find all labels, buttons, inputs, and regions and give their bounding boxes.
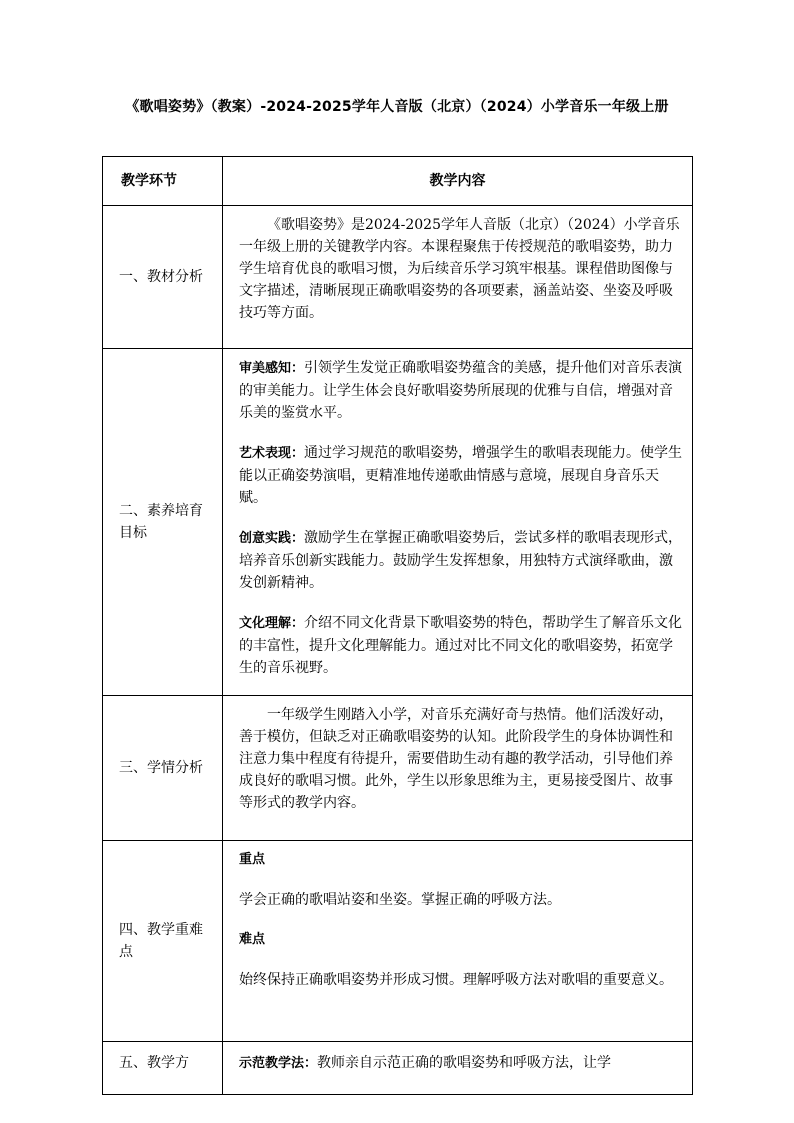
table-row — [103, 349, 693, 696]
document-title: 《歌唱姿势》（教案）-2024-2025学年人音版（北京）（2024）小学音乐一年级上册 — [125, 99, 669, 115]
header-content: 教学内容 — [223, 157, 693, 206]
method-item — [239, 1052, 684, 1075]
key-points-heading: 重点 — [239, 852, 266, 867]
row-label-learner-analysis: 三、学情分析 — [103, 696, 223, 841]
difficulties-text: 始终保持正确歌唱姿势并形成习惯。理解呼吸方法对歌唱的重要意义。 — [239, 972, 673, 988]
difficulties-heading: 难点 — [239, 932, 266, 947]
goal-text: 通过学习规范的歌唱姿势，增强学生的歌唱表现能力。使学生能以正确姿势演唱，更精准地传递歌曲情感与意境，展现自身音乐天赋。 — [239, 445, 683, 506]
goal-text: 激励学生在掌握正确歌唱姿势后，尝试多样的歌唱表现形式，培养音乐创新实践能力。鼓励学生发挥想象，用独特方式演绎歌曲，激发创新精神。 — [239, 530, 683, 591]
row-content-literacy-goals — [223, 349, 693, 696]
method-keyword: 示范教学法： — [239, 1056, 318, 1071]
table-row — [103, 696, 693, 841]
row-label-teaching-methods: 五、教学方 — [103, 1042, 223, 1095]
goal-text: 引领学生发觉正确歌唱姿势蕴含的美感，提升他们对音乐表演的审美能力。让学生体会良好歌唱姿势所展现的优雅与自信，增强对音乐美的鉴赏水平。 — [239, 360, 683, 421]
goal-item — [239, 357, 684, 424]
goal-keyword: 创意实践： — [239, 531, 305, 546]
goal-keyword: 文化理解： — [239, 616, 305, 631]
lesson-plan-table — [102, 156, 693, 1095]
header-section: 教学环节 — [103, 157, 223, 206]
row-content-key-difficulties — [223, 841, 693, 1042]
row-content-teaching-methods — [223, 1042, 693, 1095]
goal-item — [239, 612, 684, 679]
table-header-row — [103, 157, 693, 206]
row-label-literacy-goals: 二、素养培育目标 — [103, 349, 223, 696]
paragraph: 《歌唱姿势》是2024-2025学年人音版（北京）（2024）小学音乐一年级上册的关键教学内容。本课程聚焦于传授规范的歌唱姿势，助力学生培育优良的歌唱习惯，为后续音乐学习筑牢根基。课程借助图像与文字描述，清晰展现正确歌唱姿势的各项要素，涵盖站姿、坐姿及呼吸技巧等方面。 — [239, 217, 680, 321]
table-row — [103, 1042, 693, 1095]
goal-keyword: 审美感知： — [239, 361, 305, 376]
row-label-key-difficulties: 四、教学重难点 — [103, 841, 223, 1042]
goal-item — [239, 442, 684, 509]
row-label-textbook-analysis: 一、教材分析 — [103, 206, 223, 349]
key-points-text: 学会正确的歌唱站姿和坐姿。掌握正确的呼吸方法。 — [239, 892, 561, 908]
table-row — [103, 841, 693, 1042]
goal-text: 介绍不同文化背景下歌唱姿势的特色，帮助学生了解音乐文化的丰富性，提升文化理解能力。通过对比不同文化的歌唱姿势，拓宽学生的音乐视野。 — [239, 615, 683, 676]
table-row — [103, 206, 693, 349]
row-content-learner-analysis — [223, 696, 693, 841]
row-content-textbook-analysis — [223, 206, 693, 349]
paragraph: 一年级学生刚踏入小学，对音乐充满好奇与热情。他们活泼好动，善于模仿，但缺乏对正确歌唱姿势的认知。此阶段学生的身体协调性和注意力集中程度有待提升，需要借助生动有趣的教学活动，引导他们养成良好的歌唱习惯。此外，学生以形象思维为主，更易接受图片、故事等形式的教学内容。 — [239, 707, 673, 811]
method-text: 教师亲自示范正确的歌唱姿势和呼吸方法，让学 — [317, 1055, 612, 1071]
goal-keyword: 艺术表现： — [239, 446, 305, 461]
goal-item — [239, 527, 684, 594]
